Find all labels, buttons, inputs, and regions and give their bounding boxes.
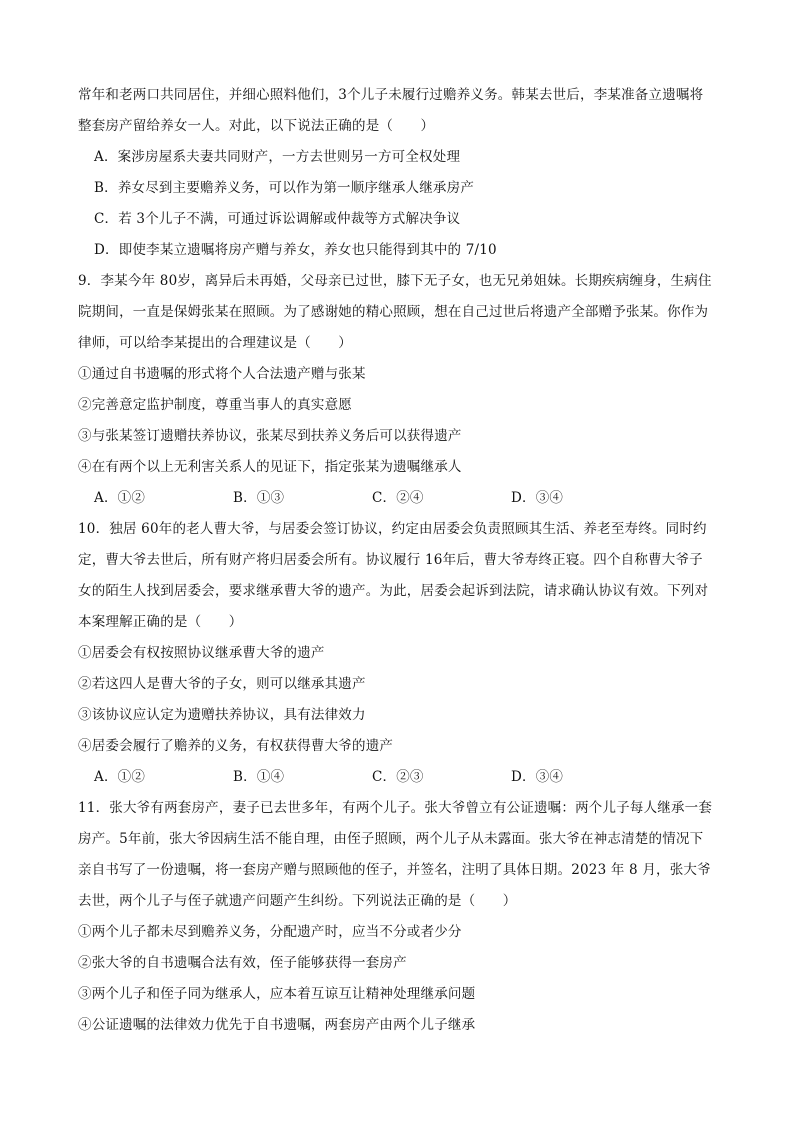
answer-choices xyxy=(78,483,718,514)
choice-b: B．①③ xyxy=(233,490,285,506)
question-11 xyxy=(78,793,718,1041)
question-stem-line: 常年和老两口共同居住，并细心照料他们，3个儿子未履行过赡养义务。韩某去世后，李某准备立遗嘱将 xyxy=(78,87,704,103)
choice-d: D．③④ xyxy=(511,490,564,506)
statement-item: ②张大爷的自书遗嘱合法有效，侄子能够获得一套房产 xyxy=(78,955,407,971)
statement-item: ④公证遗嘱的法律效力优先于自书遗嘱，两套房产由两个儿子继承 xyxy=(78,1017,476,1033)
choice-c: C．②④ xyxy=(372,490,424,506)
choice-a: A．①② xyxy=(94,490,146,506)
option-d: D．即使李某立遗嘱将房产赠与养女，养女也只能得到其中的 7/10 xyxy=(94,242,497,258)
statement-item: ②若这四人是曹大爷的子女，则可以继承其遗产 xyxy=(78,676,366,692)
question-stem-line: 院期间，一直是保姆张某在照顾。为了感谢她的精心照顾，想在自己过世后将遗产全部赠予张某。你作为 xyxy=(78,304,709,320)
statement-item: ③与张某签订遗赠扶养协议，张某尽到扶养义务后可以获得遗产 xyxy=(78,428,462,444)
choice-c: C．②③ xyxy=(372,769,424,785)
exam-page xyxy=(78,80,718,1041)
statement-item: ②完善意定监护制度，尊重当事人的真实意愿 xyxy=(78,397,352,413)
statement-item: ④居委会履行了赡养的义务，有权获得曹大爷的遗产 xyxy=(78,738,394,754)
statement-item: ①两个儿子都未尽到赡养义务，分配遗产时，应当不分或者少分 xyxy=(78,924,462,940)
question-9 xyxy=(78,266,718,514)
question-stem-line: 女的陌生人找到居委会，要求继承曹大爷的遗产。为此，居委会起诉到法院，请求确认协议有效。下列对 xyxy=(78,583,709,599)
statement-item: ③两个儿子和侄子同为继承人，应本着互谅互让精神处理继承问题 xyxy=(78,986,476,1002)
option-c: C．若 3个儿子不满，可通过诉讼调解或仲裁等方式解决争议 xyxy=(94,211,461,227)
choice-a: A．①② xyxy=(94,769,146,785)
question-stem-line: 10．独居 60年的老人曹大爷，与居委会签订协议，约定由居委会负责照顾其生活、养老至寿终。同时约 xyxy=(78,521,707,537)
question-stem-line: 房产。5年前，张大爷因病生活不能自理，由侄子照顾，两个儿子从未露面。张大爷在神志清楚的情况下 xyxy=(78,831,704,847)
question-8 xyxy=(78,80,718,266)
option-a: A．案涉房屋系夫妻共同财产，一方去世则另一方可全权处理 xyxy=(94,149,461,165)
answer-choices xyxy=(78,762,718,793)
statement-item: ①居委会有权按照协议继承曹大爷的遗产 xyxy=(78,645,325,661)
question-stem-line: 亲自书写了一份遗嘱，将一套房产赠与照顾他的侄子，并签名，注明了具体日期。2023 年 8 月，张大爷 xyxy=(78,862,711,878)
question-stem-line: 律师，可以给李某提出的合理建议是（ ） xyxy=(78,335,352,351)
question-stem-line: 定，曹大爷去世后，所有财产将归居委会所有。协议履行 16年后，曹大爷寿终正寝。四个自称曹大爷子 xyxy=(78,552,703,568)
question-stem-line: 9．李某今年 80岁，离异后未再婚，父母亲已过世，膝下无子女，也无兄弟姐妹。长期疾病缠身，生病住 xyxy=(78,273,712,289)
statement-item: ③该协议应认定为遗赠扶养协议，具有法律效力 xyxy=(78,707,366,723)
question-10 xyxy=(78,514,718,793)
question-stem-line: 整套房产留给养女一人。对此，以下说法正确的是（ ） xyxy=(78,118,435,134)
statement-item: ④在有两个以上无利害关系人的见证下，指定张某为遗嘱继承人 xyxy=(78,459,462,475)
choice-b: B．①④ xyxy=(233,769,285,785)
question-stem-line: 本案理解正确的是（ ） xyxy=(78,614,243,630)
choice-d: D．③④ xyxy=(511,769,564,785)
question-stem-line: 去世，两个儿子与侄子就遗产问题产生纠纷。下列说法正确的是（ ） xyxy=(78,893,517,909)
statement-item: ①通过自书遗嘱的形式将个人合法遗产赠与张某 xyxy=(78,366,366,382)
question-stem-line: 11．张大爷有两套房产，妻子已去世多年，有两个儿子。张大爷曾立有公证遗嘱：两个儿子每人继承一套 xyxy=(78,800,713,816)
option-b: B．养女尽到主要赡养义务，可以作为第一顺序继承人继承房产 xyxy=(94,180,475,196)
